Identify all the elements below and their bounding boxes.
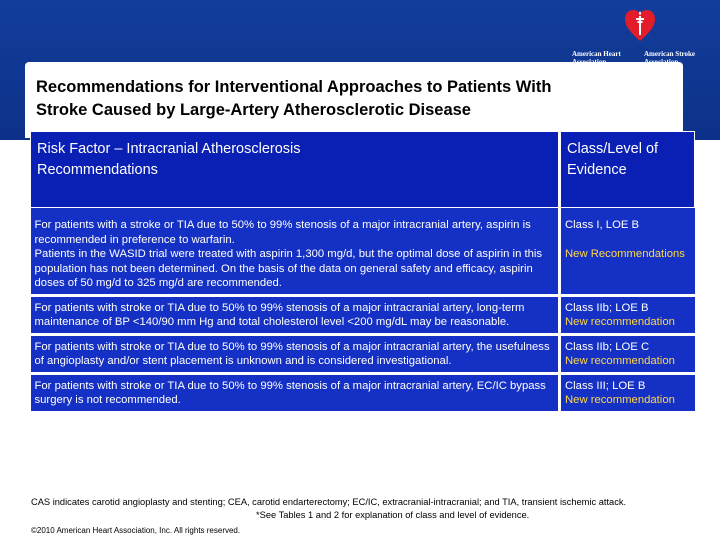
class-level-cell: Class III; LOE B New recommendation <box>560 373 695 411</box>
recommendation-text: For patients with a stroke or TIA due to 50% to 99% stenosis of a major intracranial artery, aspirin is recommended in preference to warfarin. Patients in the WASID trial were treated with aspirin 1,300 mg/d, but the optimal dose of aspirin in this population has not been determined. On the basis of the data on general safety and efficacy, aspirin doses of 50 mg/d to 325 mg/d are recommended. <box>31 208 560 296</box>
header-class-level: Class/Level of Evidence <box>560 132 695 208</box>
table-row <box>31 295 695 334</box>
recommendation-text: For patients with stroke or TIA due to 50% to 99% stenosis of a major intracranial artery, the usefulness of angioplasty and/or stent placement is unknown and is considered investigational. <box>31 334 560 373</box>
asa-wordmark: American Stroke <box>644 50 695 58</box>
slide-title: Recommendations for Interventional Approaches to Patients With Stroke Caused by Large-Artery Atherosclerotic Disease <box>36 78 552 119</box>
new-badge: New recommendation <box>565 316 675 328</box>
new-badge: New recommendation <box>565 355 675 367</box>
class-level-cell: Class IIb; LOE C New recommendation <box>560 334 695 373</box>
recommendations-table <box>30 131 695 411</box>
abbreviations-note: CAS indicates carotid angioplasty and stenting; CEA, carotid endarterectomy; EC/IC, extracranial-intracranial; and TIA, transient ischemic attack. <box>31 497 627 507</box>
header-recommendations: Risk Factor – Intracranial Atherosclerosis Recommendations <box>31 132 560 208</box>
recommendation-text: For patients with stroke or TIA due to 50% to 99% stenosis of a major intracranial artery, long-term maintenance of BP <140/90 mm Hg and total cholesterol level <200 mg/dL may be reasonable. <box>31 295 560 334</box>
recommendation-text: For patients with stroke or TIA due to 50% to 99% stenosis of a major intracranial artery, EC/IC bypass surgery is not recommended. <box>31 373 560 411</box>
heart-torch-icon <box>624 8 656 42</box>
footnote <box>31 496 701 520</box>
new-badge: New recommendation <box>565 394 675 406</box>
aha-wordmark: American Heart <box>572 50 621 58</box>
class-level-note: *See Tables 1 and 2 for explanation of class and level of evidence. <box>256 509 530 520</box>
new-badge: New Recommendations <box>565 248 685 260</box>
table-row <box>31 373 695 411</box>
class-level-cell: Class IIb; LOE B New recommendation <box>560 295 695 334</box>
table-row <box>31 208 695 296</box>
table-row <box>31 334 695 373</box>
copyright: ©2010 American Heart Association, Inc. All rights reserved. <box>31 526 241 535</box>
table-header-row <box>31 132 695 208</box>
class-level-cell: Class I, LOE B New Recommendations <box>560 208 695 296</box>
